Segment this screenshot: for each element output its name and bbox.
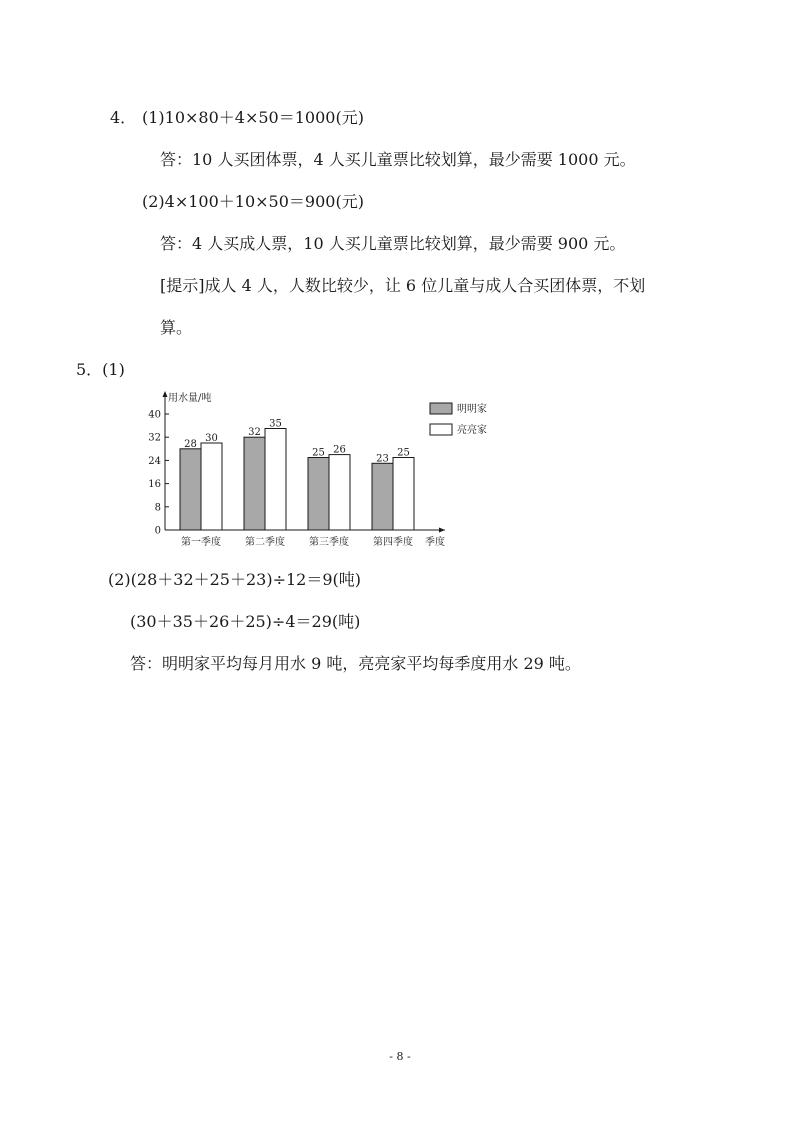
legend-swatch xyxy=(430,424,452,435)
q4-part1-answer: 答：10 人买团体票，4 人买儿童票比较划算，最少需要 1000 元。 xyxy=(160,150,636,169)
x-tick-label: 第三季度 xyxy=(309,537,349,548)
q5-answer: 答：明明家平均每月用水 9 吨，亮亮家平均每季度用水 29 吨。 xyxy=(130,654,581,673)
bar xyxy=(244,437,265,530)
bar xyxy=(372,463,393,530)
water-usage-chart xyxy=(145,383,487,553)
x-tick-label: 第二季度 xyxy=(245,537,285,548)
bar-value-label: 25 xyxy=(312,447,325,459)
page-number: - 8 - xyxy=(389,1050,411,1063)
bar-value-label: 23 xyxy=(376,453,389,465)
x-tick-label: 第一季度 xyxy=(181,537,221,548)
y-axis-label: 用水量/吨 xyxy=(168,393,212,404)
q5-label: 5．(1) xyxy=(76,360,125,379)
y-tick-label: 0 xyxy=(154,525,161,537)
bar-value-label: 28 xyxy=(184,438,197,450)
q4-part2-answer: 答：4 人买成人票，10 人买儿童票比较划算，最少需要 900 元。 xyxy=(160,234,626,253)
x-axis-label: 季度 xyxy=(425,537,445,548)
y-tick-label: 8 xyxy=(154,502,161,514)
bar xyxy=(265,429,286,531)
bar xyxy=(308,458,329,531)
q5-part2-formula2: (30＋35＋26＋25)÷4＝29(吨) xyxy=(130,612,361,631)
y-tick-label: 32 xyxy=(148,432,161,444)
y-axis-arrow xyxy=(163,391,168,397)
bar xyxy=(393,458,414,531)
bar xyxy=(329,455,350,530)
q4-hint-line1: [提示]成人 4 人，人数比较少，让 6 位儿童与成人合买团体票，不划 xyxy=(160,276,646,295)
bar xyxy=(201,443,222,530)
legend-swatch xyxy=(430,403,452,414)
bar-value-label: 25 xyxy=(397,447,410,459)
y-tick-label: 40 xyxy=(148,409,161,421)
y-tick-label: 16 xyxy=(148,479,161,491)
q4-label: 4． xyxy=(110,108,137,127)
x-axis-arrow xyxy=(439,528,445,533)
q4-hint-line2: 算。 xyxy=(160,318,193,337)
q4-part2-formula: (2)4×100＋10×50＝900(元) xyxy=(142,192,364,211)
bar-value-label: 26 xyxy=(333,444,346,456)
bar xyxy=(180,449,201,530)
y-tick-label: 24 xyxy=(148,455,161,467)
x-tick-label: 第四季度 xyxy=(373,537,413,548)
legend-label: 亮亮家 xyxy=(457,425,487,436)
legend-label: 明明家 xyxy=(457,404,487,415)
bar-value-label: 30 xyxy=(205,433,218,444)
q5-part2-formula1: (2)(28＋32＋25＋23)÷12＝9(吨) xyxy=(108,570,362,589)
bar-value-label: 32 xyxy=(248,427,261,439)
bar-value-label: 35 xyxy=(269,418,282,430)
q4-part1-formula: (1)10×80＋4×50＝1000(元) xyxy=(142,108,364,127)
